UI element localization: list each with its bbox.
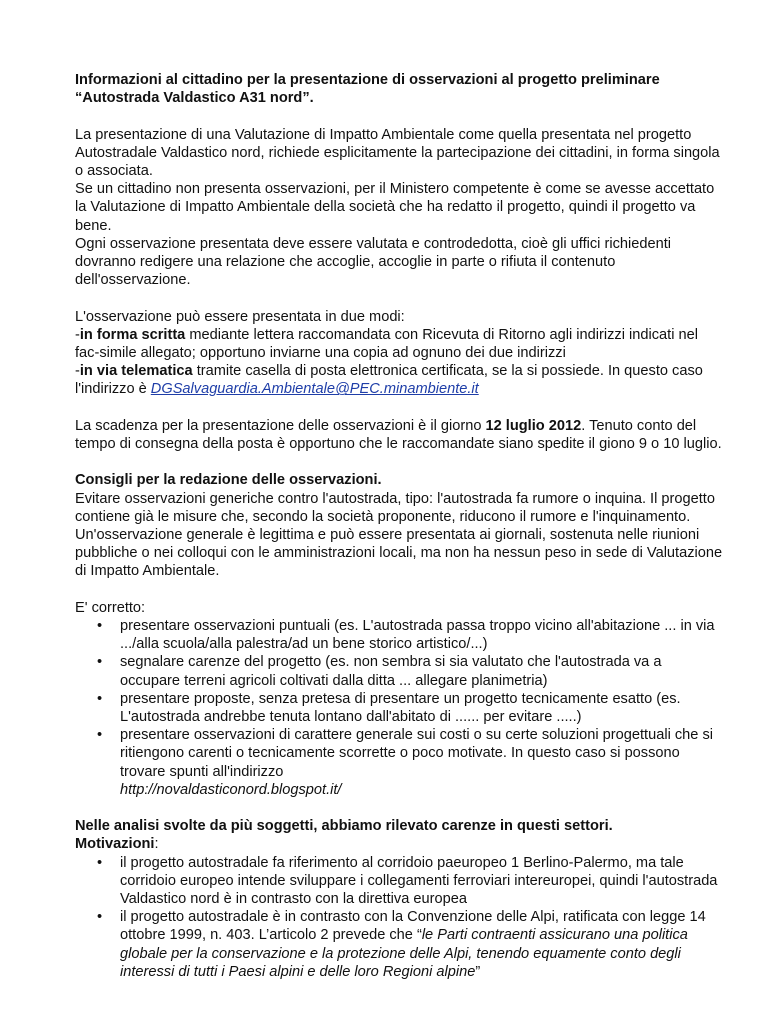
deadline-text-after: . Tenuto conto del tempo di consegna della posta è opportuno che le raccomandate siano spedite il giono 9 o 10 luglio. — [75, 417, 722, 453]
motivazioni-label — [75, 835, 725, 853]
motivazioni-label-text: Motivazioni — [75, 836, 155, 853]
advice-heading — [75, 471, 725, 489]
correct-item-text: presentare proposte, senza pretesa di presentare un progetto tecnicamente esatto (es. L'autostrada andrebbe tenuta lontano dall'abitato di ...... per evitare .....) — [120, 690, 681, 726]
bullet-icon: • — [97, 618, 103, 635]
mode-online-label: in via telematica — [79, 363, 193, 380]
document-page — [75, 71, 725, 981]
deadline-text-before: La scadenza per la presentazione delle osservazioni è il giorno — [75, 417, 486, 434]
advice-heading-text: Consigli per la redazione delle osservazioni. — [75, 472, 382, 489]
alps-convention-quote: le Parti contraenti assicurano una politica globale per la conservazione e la protezione delle Alpi, tenendo equamente conto degli interessi di tutti i Paesi alpini e delle loro Regioni alpine — [120, 927, 688, 980]
bullet-icon: • — [97, 654, 103, 671]
quote-close: ” — [475, 963, 481, 980]
mode-online-text: tramite casella di posta elettronica certificata, se la si possiede. In questo caso l'indirizzo è — [75, 363, 703, 398]
motivazioni-item-text: il progetto autostradale fa riferimento al corridoio paeuropeo 1 Berlino-Palermo, ma tale corridoio europeo intende sviluppare i collegamenti ferroviari intereuropei, quindi l'autostrada Valdastico nord è in contrasto con la direttiva europea — [120, 854, 718, 908]
mode-written-label: in forma scritta — [79, 326, 186, 343]
correct-intro: E' corretto: — [75, 599, 146, 616]
pec-email-link[interactable]: DGSalvaguardia.Ambientale@PEC.minambiente.it — [150, 381, 479, 398]
correct-list-item — [75, 617, 725, 653]
modes-intro: L'osservazione può essere presentata in due modi: — [75, 308, 405, 325]
motivazioni-list — [75, 854, 725, 981]
mode-written-text: mediante lettera raccomandata con Ricevuta di Ritorno agli indirizzi indicati nel fac-simile allegato; opportuno inviarne una copia ad ognuno dei due indirizzi — [75, 326, 698, 362]
bullet-icon: • — [97, 690, 103, 707]
bullet-icon: • — [97, 727, 103, 744]
correct-list — [75, 617, 725, 799]
title-line-1: Informazioni al cittadino per la presentazione di osservazioni al progetto preliminare — [75, 72, 660, 88]
bullet-icon: • — [97, 854, 103, 871]
motivazioni-item-text: il progetto autostradale è in contrasto con la Convenzione delle Alpi, ratificata con legge 14 ottobre 1999, n. 403. L’articolo 2 prevede che “ — [120, 909, 706, 944]
analysis-heading-text: Nelle analisi svolte da più soggetti, abbiamo rilevato carenze in questi settori. — [75, 818, 613, 835]
analysis-heading — [75, 817, 725, 835]
intro-paragraph-2: Se un cittadino non presenta osservazioni, per il Ministero competente è come se avesse accettato la Valutazione di Impatto Ambientale della società che ha redatto il progetto, quindi il progetto va bene. — [75, 181, 715, 234]
title-line-2: “Autostrada Valdastico A31 nord”. — [75, 90, 314, 107]
intro-paragraph-3: Ogni osservazione presentata deve essere valutata e controdedotta, cioè gli uffici richiedenti dovranno redigere una relazione che accoglie, accoglie in parte o rifiuta il contenuto dell'osservazione. — [75, 235, 671, 289]
correct-list-item — [75, 690, 725, 726]
correct-item-text: presentare osservazioni di carattere generale sui costi o su certe soluzioni progettuali che si ritiengono carenti o tecnicamente scorrette o poco motivate. In questo caso si possono trovare spunti all'indirizzo — [120, 727, 713, 780]
correct-item-text: presentare osservazioni puntuali (es. L'autostrada passa troppo vicino all'abitazione ... in via .../alla scuola/alla palestra/ad un bene storico artistico/...) — [120, 618, 715, 653]
deadline-date: 12 luglio 2012 — [485, 417, 582, 434]
mode-written-prefix: - — [75, 326, 80, 343]
deadline-paragraph — [75, 417, 725, 453]
document-title — [75, 71, 725, 107]
bullet-icon: • — [97, 909, 103, 926]
motivazioni-list-item — [75, 908, 725, 981]
correct-list-item — [75, 726, 725, 799]
motivazioni-list-item — [75, 854, 725, 909]
mode-written — [75, 326, 725, 362]
intro-paragraph-1: La presentazione di una Valutazione di Impatto Ambientale come quella presentata nel progetto Autostradale Valdastico nord, richiede esplicitamente la partecipazione dei cittadini, in forma singola o associata. — [75, 126, 720, 179]
mode-online-prefix: - — [75, 363, 80, 380]
correct-list-item — [75, 653, 725, 689]
mode-online — [75, 362, 725, 398]
blog-url: http://novaldasticonord.blogspot.it/ — [120, 781, 342, 798]
correct-item-text: segnalare carenze del progetto (es. non sembra si sia valutato che l'autostrada va a occupare terreni agricoli coltivati dalla ditta ... allegare planimetria) — [120, 654, 662, 689]
advice-body: Evitare osservazioni generiche contro l'autostrada, tipo: l'autostrada fa rumore o inquina. Il progetto contiene già le misure che, secondo la società proponente, riducono il rumore e l'inquinamento. Un'osservazione generale è legittima e può essere presentata ai giornali, sostenuta nelle riunioni pubbliche o nei colloqui con le amministrazioni locali, ma non ha nessun peso in sede di Valutazione di Impatto Ambientale. — [75, 490, 723, 580]
motivazioni-colon: : — [154, 836, 159, 853]
